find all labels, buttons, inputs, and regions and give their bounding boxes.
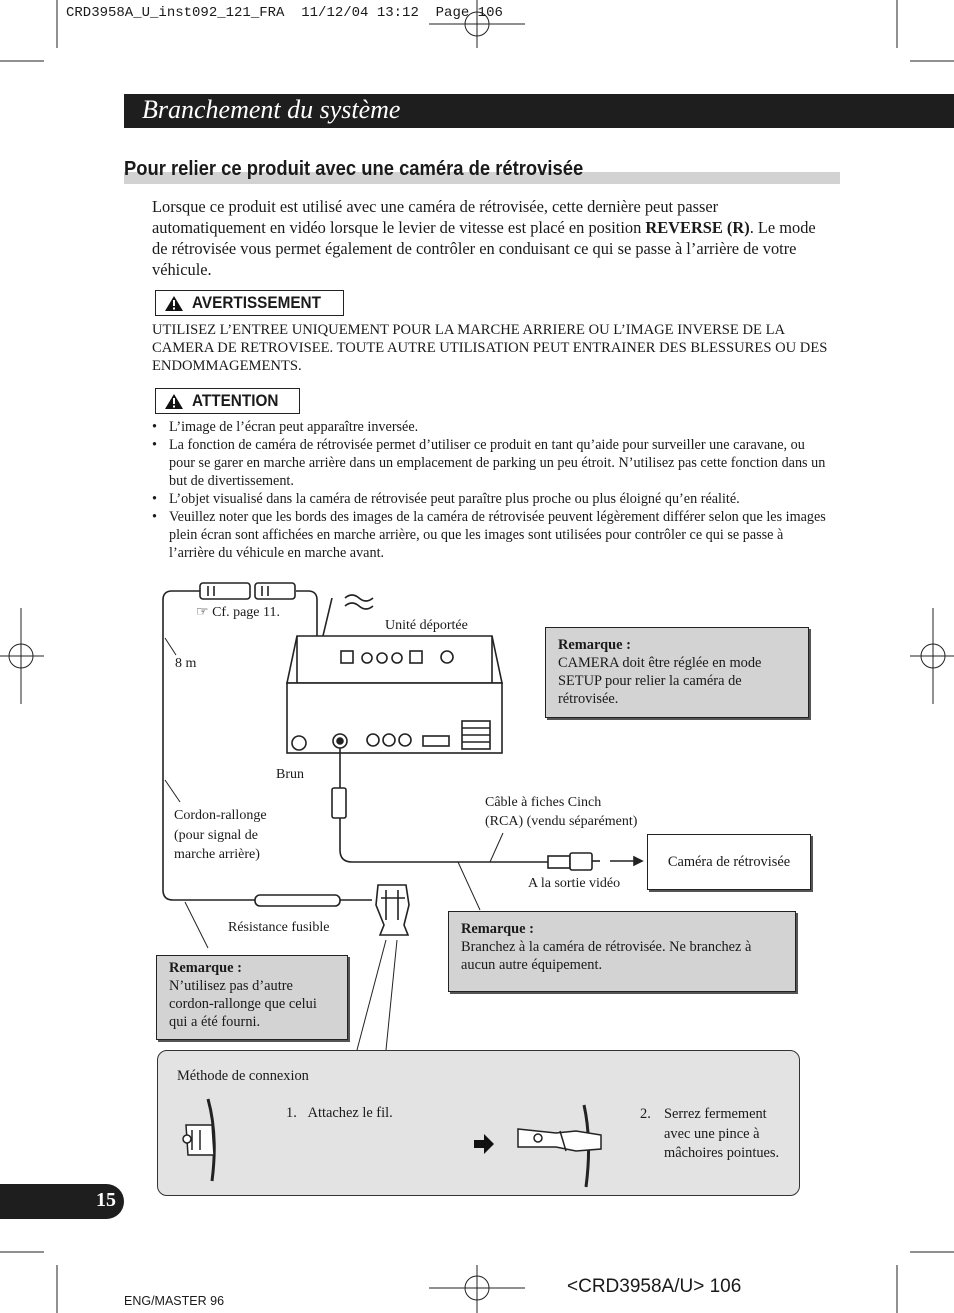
fuse-resistor (255, 895, 340, 906)
note-connect: Remarque : Branchez à la caméra de rétrovisée. Ne branchez à aucun autre équipement. (448, 911, 796, 992)
print-header: CRD3958A_U_inst092_121_FRA 11/12/04 13:12 Page 106 (66, 5, 503, 21)
extension-cord (296, 591, 317, 640)
fuse-label: Résistance fusible (228, 920, 330, 935)
warning-heading: AVERTISSEMENT (155, 290, 344, 316)
section-title: Pour relier ce produit avec une caméra de rétrovisée (124, 158, 584, 180)
caution-item: • L’objet visualisé dans la caméra de rétrovisée peut paraître plus proche ou plus éloigné qu’en réalité. (152, 490, 828, 508)
video-output-label: A la sortie vidéo (528, 876, 621, 891)
chapter-title: Branchement du système (142, 95, 401, 124)
reverse-label: REVERSE (R) (645, 218, 750, 237)
note-camera-setup: Remarque : CAMERA doit être réglée en mode SETUP pour relier la caméra de rétrovisée. (545, 627, 809, 718)
clip-wire-illustration (178, 1095, 228, 1183)
brown-label: Brun (276, 767, 304, 782)
next-step-arrow-icon (472, 1133, 496, 1155)
caution-item: • L’image de l’écran peut apparaître inversée. (152, 418, 828, 436)
caution-item: • La fonction de caméra de rétrovisée permet d’utiliser ce produit en tant qu’aide pour surveiller une caravane, ou pour se garer en marche arrière dans un emplacement de parking un peu étroit. N’utilisez pas cette fonction dans un but de divertissement. (152, 436, 828, 490)
connection-method-panel (157, 1050, 800, 1196)
wire-clip (376, 885, 409, 935)
method-step-1: 1. Attachez le fil. (286, 1105, 393, 1121)
ref-page-label: ☞ Cf. page 11. (196, 605, 280, 620)
extension-cord-label: Cordon-rallonge (pour signal de marche arrière) (174, 808, 267, 862)
footer-right: <CRD3958A/U> 106 (567, 1276, 742, 1297)
method-step-2: 2. Serrez fermement avec une pince à mâchoires pointues. (640, 1106, 780, 1161)
method-title: Méthode de connexion (177, 1068, 309, 1084)
rca-plug (332, 788, 346, 818)
cord-plug (255, 583, 295, 599)
rca-cable-label: Câble à fiches Cinch (RCA) (vendu séparément) (485, 795, 638, 829)
rear-camera-box: Caméra de rétrovisée (647, 834, 811, 890)
caution-heading: ATTENTION (155, 388, 300, 414)
warning-text: UTILISEZ L’ENTREE UNIQUEMENT POUR LA MARCHE ARRIERE OU L’IMAGE INVERSE DE LA CAMERA DE RETROVISEE. TOUTE AUTRE UTILISATION PEUT ENTRAINER DES BLESSURES OU DES ENDOMMAGEMENTS. (152, 322, 828, 374)
intro-paragraph: Lorsque ce produit est utilisé avec une caméra de rétrovisée, cette dernière peut passer automatiquement en vidéo lorsque le levier de vitesse est placé en position REVERSE (R). Le mode de rétrovisée vous permet également de contrôler en conduisant ce qui se passe à l’arrière de votre véhicule. (152, 197, 816, 279)
remote-unit-label: Unité déportée (385, 618, 468, 633)
note-extension-cord: Remarque : N’utilisez pas d’autre cordon-rallonge que celui qui a été fourni. (156, 955, 348, 1040)
length-label: 8 m (175, 656, 197, 671)
caution-item: • Veuillez noter que les bords des images de la caméra de rétrovisée peuvent légèrement différer selon que les images plein écran sont affichées en marche arrière, ou que les images sont utilisées pour contrôler ce qui se passe à l’arrière du véhicule en marche avant. (152, 508, 828, 562)
pointing-hand-icon: ☞ (196, 605, 209, 620)
footer-left: ENG/MASTER 96 (124, 1294, 225, 1308)
rca-plug (548, 856, 570, 868)
pliers-illustration (516, 1101, 616, 1191)
page-number-badge: 15 (0, 1184, 124, 1219)
